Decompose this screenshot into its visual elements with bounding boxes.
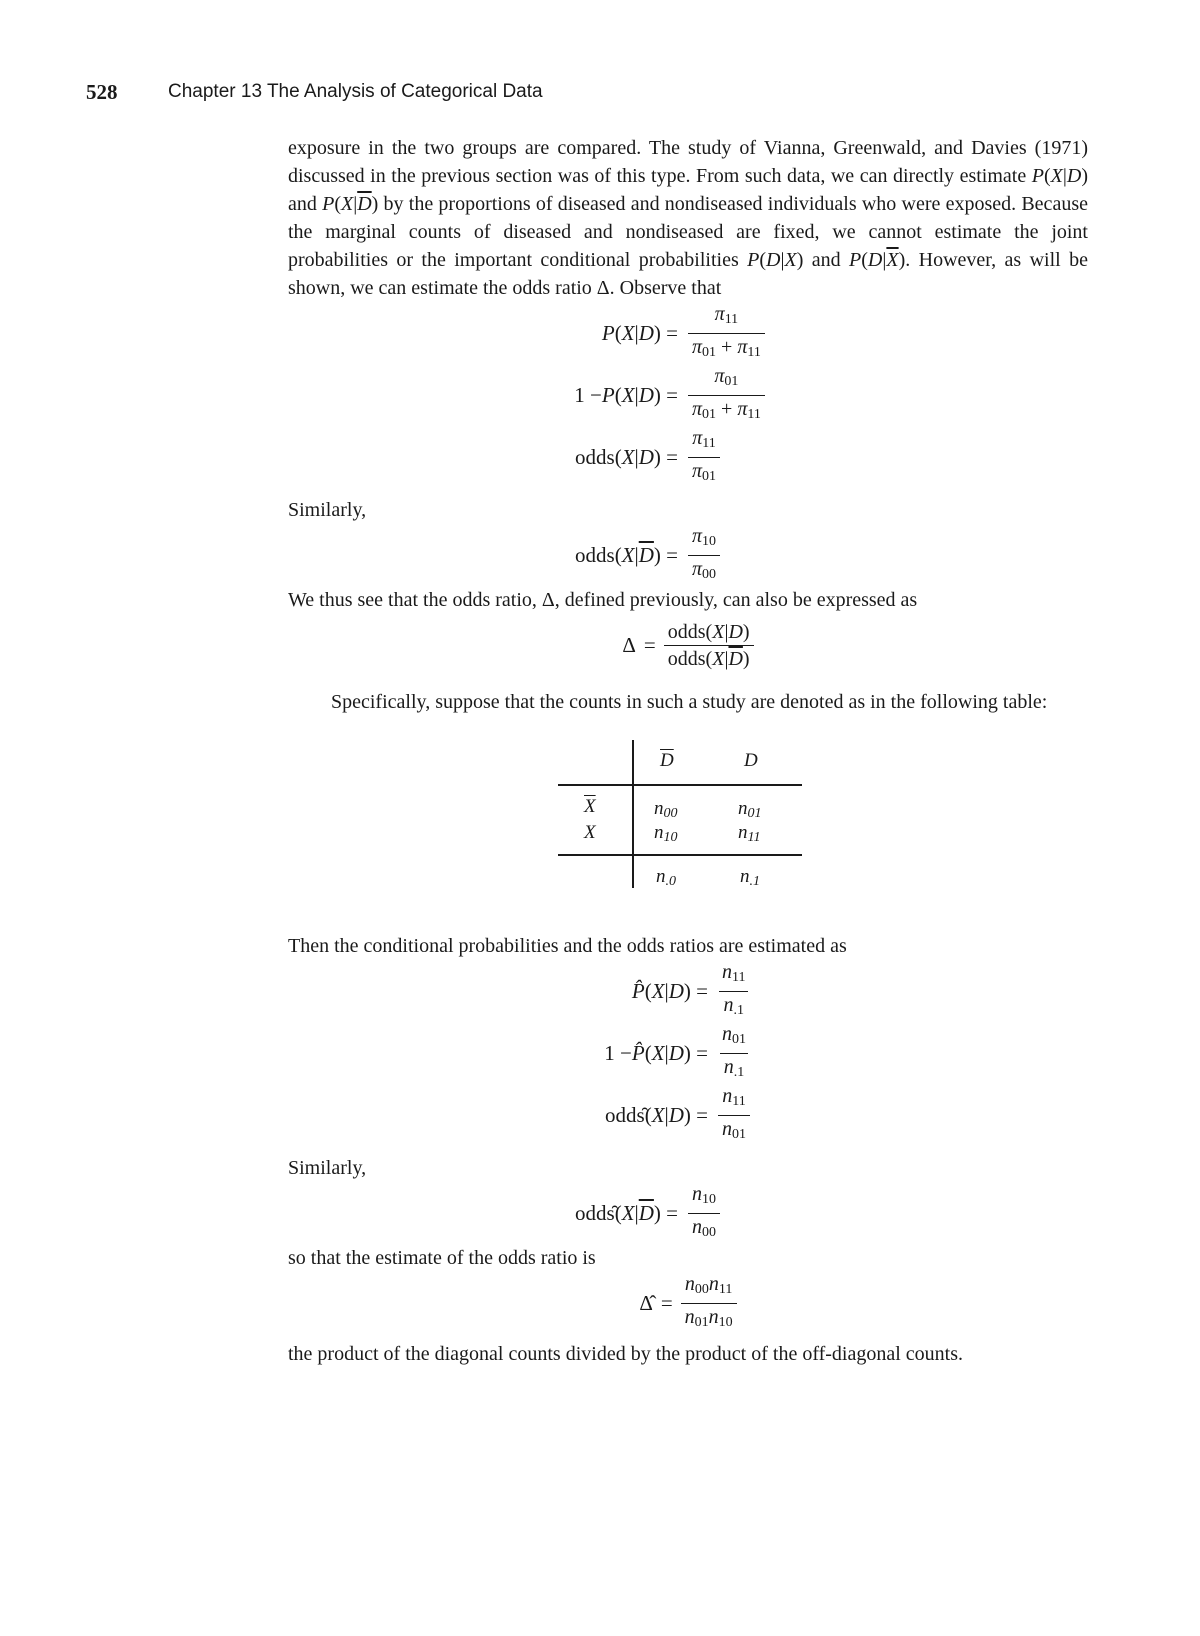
similarly-label-1: Similarly, [288, 499, 367, 521]
then-paragraph: Then the conditional probabilities and the odds ratios are estimated as [288, 935, 847, 957]
equation-oddshat-x-given-d: odds̑( X | D ) = $\frac{n_{11}}{n_{01}}$ [288, 1084, 1088, 1146]
row-header-x: X [584, 822, 596, 843]
table-vertical-rule [632, 740, 634, 888]
counts-table [288, 726, 1088, 896]
row-header-xbar: $\overline{X}$ [584, 796, 596, 817]
cell-n-dot-1: $n_{.1}$ [740, 866, 760, 889]
equation-p-x-given-d: P ( X | D ) = $\frac{\pi_{11}}{\pi_{01} + \pi_{11}}$ [288, 302, 1088, 364]
so-that-paragraph: so that the estimate of the odds ratio is [288, 1247, 596, 1269]
running-title: Chapter 13 The Analysis of Categorical Data [168, 81, 543, 102]
page-header [86, 80, 1136, 110]
cell-n11: $n_{11}$ [738, 822, 761, 845]
cell-n-dot-0: $n_{.0}$ [656, 866, 676, 889]
column-header-dbar: $\overline{D}$ [660, 750, 674, 771]
equation-delta: Δ = $\frac{\text{odds(X|D)}}{odds(X|\overline{D})}$ [288, 614, 1088, 676]
table-header-rule [558, 784, 802, 786]
specifically-paragraph: Specifically, suppose that the counts in such a study are denoted as in the following table: [331, 691, 1048, 713]
column-header-d: D [744, 750, 758, 771]
equation-one-minus-phat: 1 − P̂ ( X | D ) = $\frac{n_{01}}{n_{.1}}$ [288, 1022, 1088, 1084]
cell-n01: $n_{01}$ [738, 798, 762, 821]
intro-paragraph: exposure in the two groups are compared. The study of Vianna, Greenwald, and Davies (1971) discussed in the previous section was of this type. From such data, we can directly estimate P(X|D) and $P(X|\overline{D})$ by the proportions of diseased and nondiseased individuals who were exposed. Because the marginal counts of diseased and nondiseased are fixed, we cannot estimate the joint probabilities or the important conditional probabilities P(D|X) and $P(D|\overline{X})$. However, as will be shown, we can estimate the odds ratio Δ. Observe that [288, 137, 1088, 299]
table-total-rule [558, 854, 802, 856]
odds-ratio-paragraph: We thus see that the odds ratio, Δ, defined previously, can also be expressed as [288, 589, 918, 611]
page-number: 528 [86, 80, 118, 104]
equation-phat-x-given-d: P̂ ( X | D ) = $\frac{n_{11}}{n_{.1}}$ [288, 960, 1088, 1022]
equation-odds-x-given-d: odds( X | D ) = $\frac{\pi_{11}}{\pi_{01}}$ [288, 426, 1088, 488]
equation-odds-x-given-dbar: odds( X | $\overline{D}$ ) = $\frac{\pi_{10}}{\pi_{00}}$ [288, 524, 1088, 586]
page-body [288, 134, 1088, 1368]
final-paragraph: the product of the diagonal counts divided by the product of the off-diagonal counts. [288, 1343, 964, 1365]
cell-n00: $n_{00}$ [654, 798, 678, 821]
cell-n10: $n_{10}$ [654, 822, 678, 845]
equation-delta-hat: Δ̂ = $\frac{n_{00}n_{11}}{n_{01}n_{10}}$ [288, 1272, 1088, 1334]
similarly-label-2: Similarly, [288, 1157, 367, 1179]
equation-one-minus-p: 1 − P ( X | D ) = $\frac{\pi_{01}}{\pi_{01} + \pi_{11}}$ [288, 364, 1088, 426]
equation-oddshat-x-given-dbar: odds̑( X | $\overline{D}$ ) = $\frac{n_{10}}{n_{00}}$ [288, 1182, 1088, 1244]
